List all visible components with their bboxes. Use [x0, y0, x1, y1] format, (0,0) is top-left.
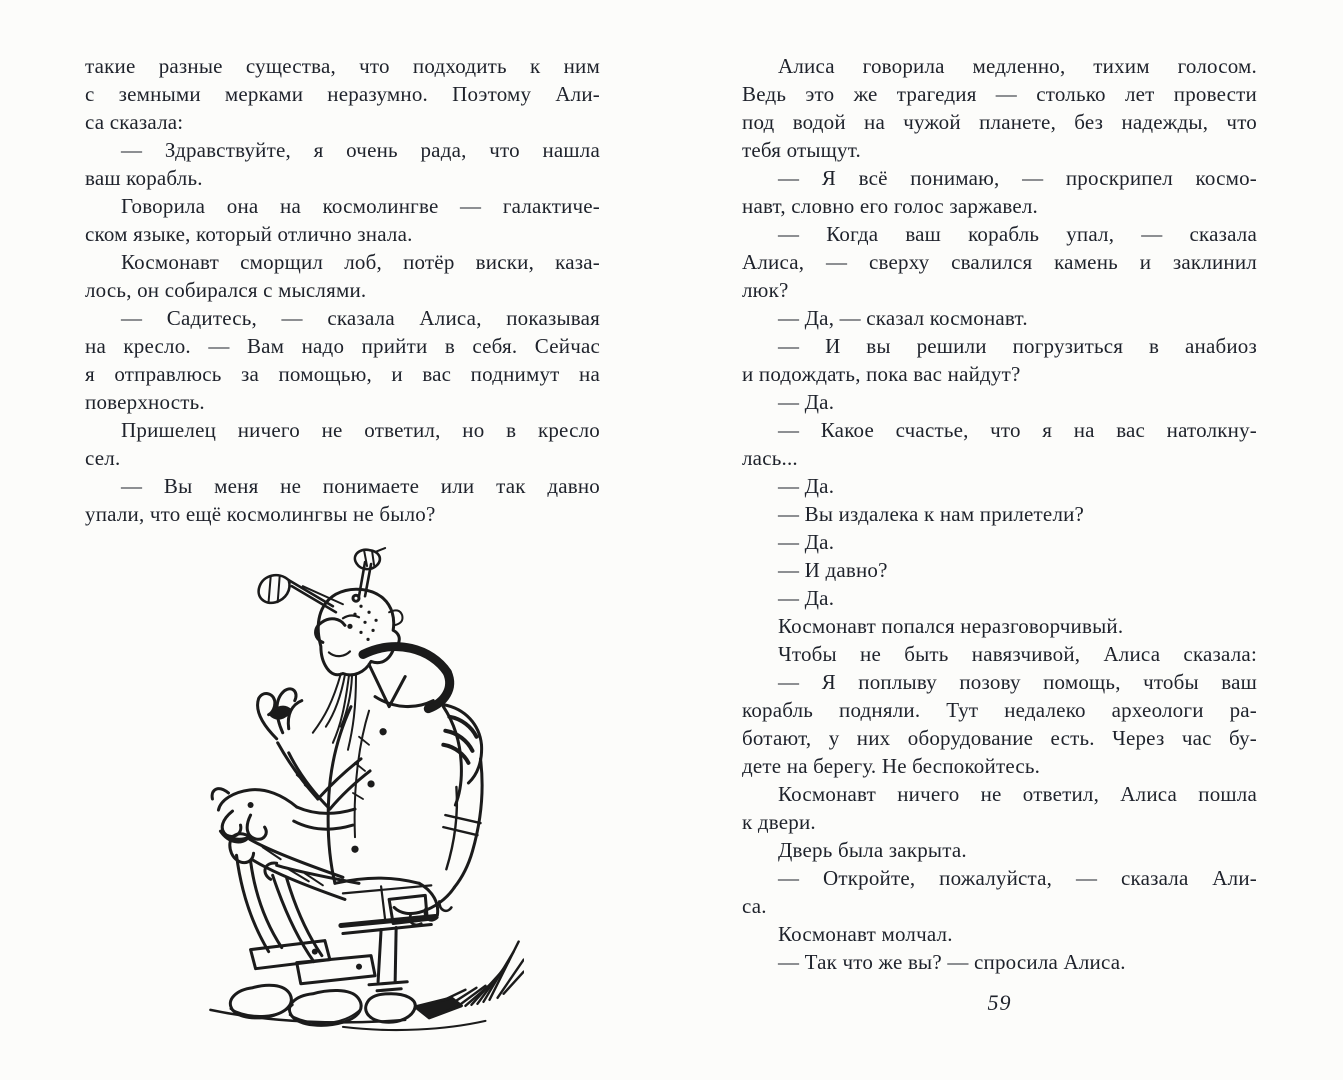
- freckles: [353, 605, 377, 641]
- text-line: Алиса, — сверху свалился камень и заклинил: [742, 250, 1257, 274]
- text-line: ваш корабль.: [85, 166, 203, 190]
- text-line: ском языке, который отлично знала.: [85, 222, 413, 246]
- stool: [341, 916, 435, 990]
- text-line: под водой на чужой планете, без надежды, что: [742, 110, 1257, 134]
- jacket: [328, 707, 461, 924]
- left-upper-arm-claw: [258, 689, 370, 809]
- text-line: Пришелец ничего не ответил, но в кресло: [121, 418, 600, 442]
- eye: [347, 624, 352, 629]
- text-line: — Я поплыву позову помощь, чтобы ваш: [778, 670, 1257, 694]
- text-line: навт, словно его голос заржавел.: [742, 194, 1038, 218]
- text-line: — Когда ваш корабль упал, — сказала: [778, 222, 1257, 246]
- text-line: Алиса говорила медленно, тихим голосом.: [778, 54, 1257, 78]
- antennae: [259, 548, 385, 612]
- text-line: дете на берегу. Не беспокойтесь.: [742, 754, 1041, 778]
- text-line: такие разные существа, что подходить к ним: [85, 54, 600, 78]
- text-line: упали, что ещё космолингвы не было?: [85, 502, 436, 526]
- left-lower-arm-claw: [212, 789, 355, 842]
- text-line: — Да.: [778, 586, 835, 610]
- text-line: са.: [742, 894, 767, 918]
- folded-legs: [230, 834, 375, 984]
- text-line: люк?: [742, 278, 789, 302]
- text-line: Космонавт ничего не ответил, Алиса пошла: [778, 782, 1257, 806]
- text-line: ботают, у них оборудование есть. Через час бу-: [742, 726, 1257, 750]
- text-line: — Да.: [778, 530, 835, 554]
- text-line: са сказала:: [85, 110, 184, 134]
- right-arm: [394, 705, 482, 925]
- text-line: Чтобы не быть навязчивой, Алиса сказала:: [778, 642, 1257, 666]
- text-line: корабль подняли. Тут недалеко археологи ра-: [742, 698, 1257, 722]
- text-line: — Да.: [778, 390, 835, 414]
- text-line: тебя отыщут.: [742, 138, 861, 162]
- text-line: с земными мерками неразумно. Поэтому Али-: [85, 82, 600, 106]
- text-line: — Вы издалека к нам прилетели?: [778, 502, 1085, 526]
- text-line: поверхность.: [85, 390, 205, 414]
- text-line: — И вы решили погрузиться в анабиоз: [778, 334, 1257, 358]
- page-number: 59: [987, 990, 1012, 1015]
- text-line: — Да, — сказал космонавт.: [778, 306, 1028, 330]
- grass-hatching: [444, 942, 523, 1006]
- text-line: Говорила она на космолингве — галактиче-: [121, 194, 600, 218]
- text-line: Космонавт молчал.: [778, 922, 953, 946]
- text-line: — Здравствуйте, я очень рада, что нашла: [121, 138, 600, 162]
- text-line: Ведь это же трагедия — столько лет провести: [742, 82, 1257, 106]
- text-line: сел.: [85, 446, 121, 470]
- text-line: Космонавт попался неразговорчивый.: [778, 614, 1124, 638]
- alien-illustration-svg: [192, 546, 524, 1048]
- text-line: — Я всё понимаю, — проскрипел космо-: [778, 166, 1257, 190]
- collar: [363, 647, 450, 709]
- text-line: — И давно?: [778, 558, 888, 582]
- text-line: Дверь была закрыта.: [778, 838, 967, 862]
- text-line: — Вы меня не понимаете или так давно: [121, 474, 600, 498]
- text-line: я отправлюсь за помощью, и вас поднимут на: [85, 362, 600, 386]
- text-line: — Откройте, пожалуйста, — сказала Али-: [778, 866, 1257, 890]
- left-page-text-column: [85, 52, 600, 528]
- text-line: — Какое счастье, что я на вас натолкну-: [778, 418, 1257, 442]
- text-line: на кресло. — Вам надо прийти в себя. Сейчас: [85, 334, 600, 358]
- text-line: лось, он собирался с мыслями.: [85, 278, 367, 302]
- text-line: — Да.: [778, 474, 835, 498]
- text-line: Космонавт сморщил лоб, потёр виски, каза-: [121, 250, 600, 274]
- alien-cosmonaut-illustration: [192, 546, 524, 1048]
- text-line: и подождать, пока вас найдут?: [742, 362, 1021, 386]
- text-line: — Садитесь, — сказала Алиса, показывая: [121, 306, 600, 330]
- text-line: лась...: [742, 446, 798, 470]
- text-line: к двери.: [742, 810, 816, 834]
- alien-head: [316, 589, 403, 675]
- text-line: — Так что же вы? — спросила Алиса.: [778, 950, 1126, 974]
- right-page-text-column: [742, 52, 1257, 976]
